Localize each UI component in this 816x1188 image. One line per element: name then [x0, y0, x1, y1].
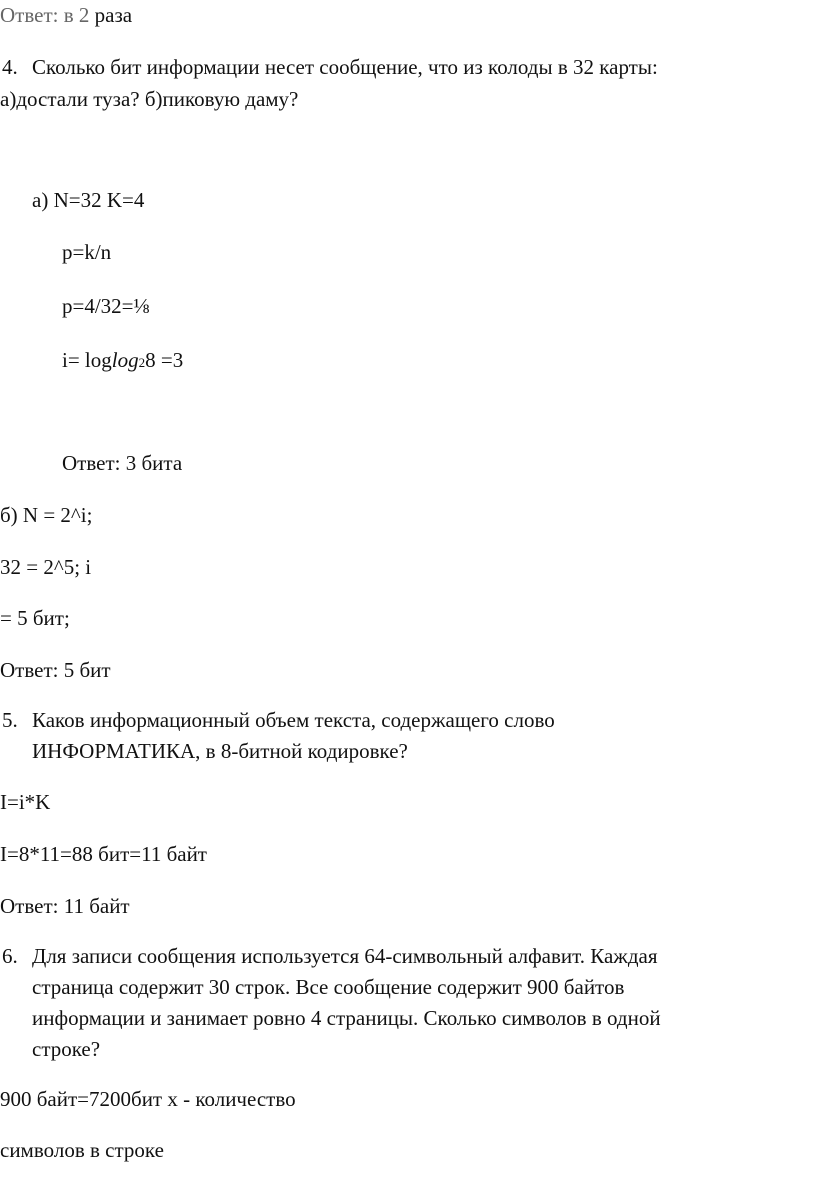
- q4a-formula: p=k/n: [62, 240, 112, 264]
- q4b-answer: Ответ: 5 бит: [0, 658, 111, 682]
- question-6-line-3: информации и занимает ровно 4 страницы. Сколько символов в одной: [32, 1006, 661, 1030]
- q4a-given: а) N=32 K=4: [32, 188, 145, 212]
- q4a-log-suffix: 8 =3: [145, 348, 184, 372]
- q4a-answer: Ответ: 3 бита: [62, 451, 183, 475]
- question-6-number: 6.: [2, 944, 18, 968]
- question-4-line-1: [2, 57, 658, 78]
- q5-answer: Ответ: 11 байт: [0, 894, 130, 918]
- q6-calc-1: 900 байт=7200бит х - количество: [0, 1087, 296, 1111]
- question-4-text-1: Сколько бит информации несет сообщение, что из колоды в 32 карты:: [32, 55, 658, 79]
- question-4-line-2: а)достали туза? б)пиковую даму?: [0, 87, 299, 111]
- q5-calc: I=8*11=88 бит=11 байт: [0, 842, 207, 866]
- q6-calc-2: символов в строке: [0, 1138, 164, 1162]
- question-5-line-2: ИНФОРМАТИКА, в 8-битной кодировке?: [32, 739, 408, 763]
- question-6-line-4: строке?: [32, 1037, 101, 1061]
- q4a-calc: p=4/32=⅛: [62, 294, 150, 318]
- question-5-line-1: [2, 710, 555, 731]
- previous-answer: [0, 5, 132, 26]
- previous-answer-suffix: раза: [89, 3, 133, 27]
- q4b-calc-1: 32 = 2^5; i: [0, 555, 92, 579]
- question-6-line-1: [2, 946, 657, 967]
- question-4-number: 4.: [2, 55, 18, 79]
- q4a-log-sub: 2: [138, 355, 146, 370]
- previous-answer-prefix: Ответ: в 2: [0, 3, 90, 27]
- q4b-formula: б) N = 2^i;: [0, 503, 93, 527]
- question-6-line-2: страница содержит 30 строк. Все сообщение содержит 900 байтов: [32, 975, 625, 999]
- q4a-log-italic: log: [111, 348, 139, 372]
- q4a-log: [62, 350, 183, 371]
- question-5-number: 5.: [2, 708, 18, 732]
- q4a-log-prefix: i= log: [62, 348, 112, 372]
- q5-formula: I=i*K: [0, 790, 51, 814]
- question-5-text-1: Каков информационный объем текста, содержащего слово: [32, 708, 555, 732]
- q4b-calc-2: = 5 бит;: [0, 606, 70, 630]
- question-6-text-1: Для записи сообщения используется 64-символьный алфавит. Каждая: [32, 944, 658, 968]
